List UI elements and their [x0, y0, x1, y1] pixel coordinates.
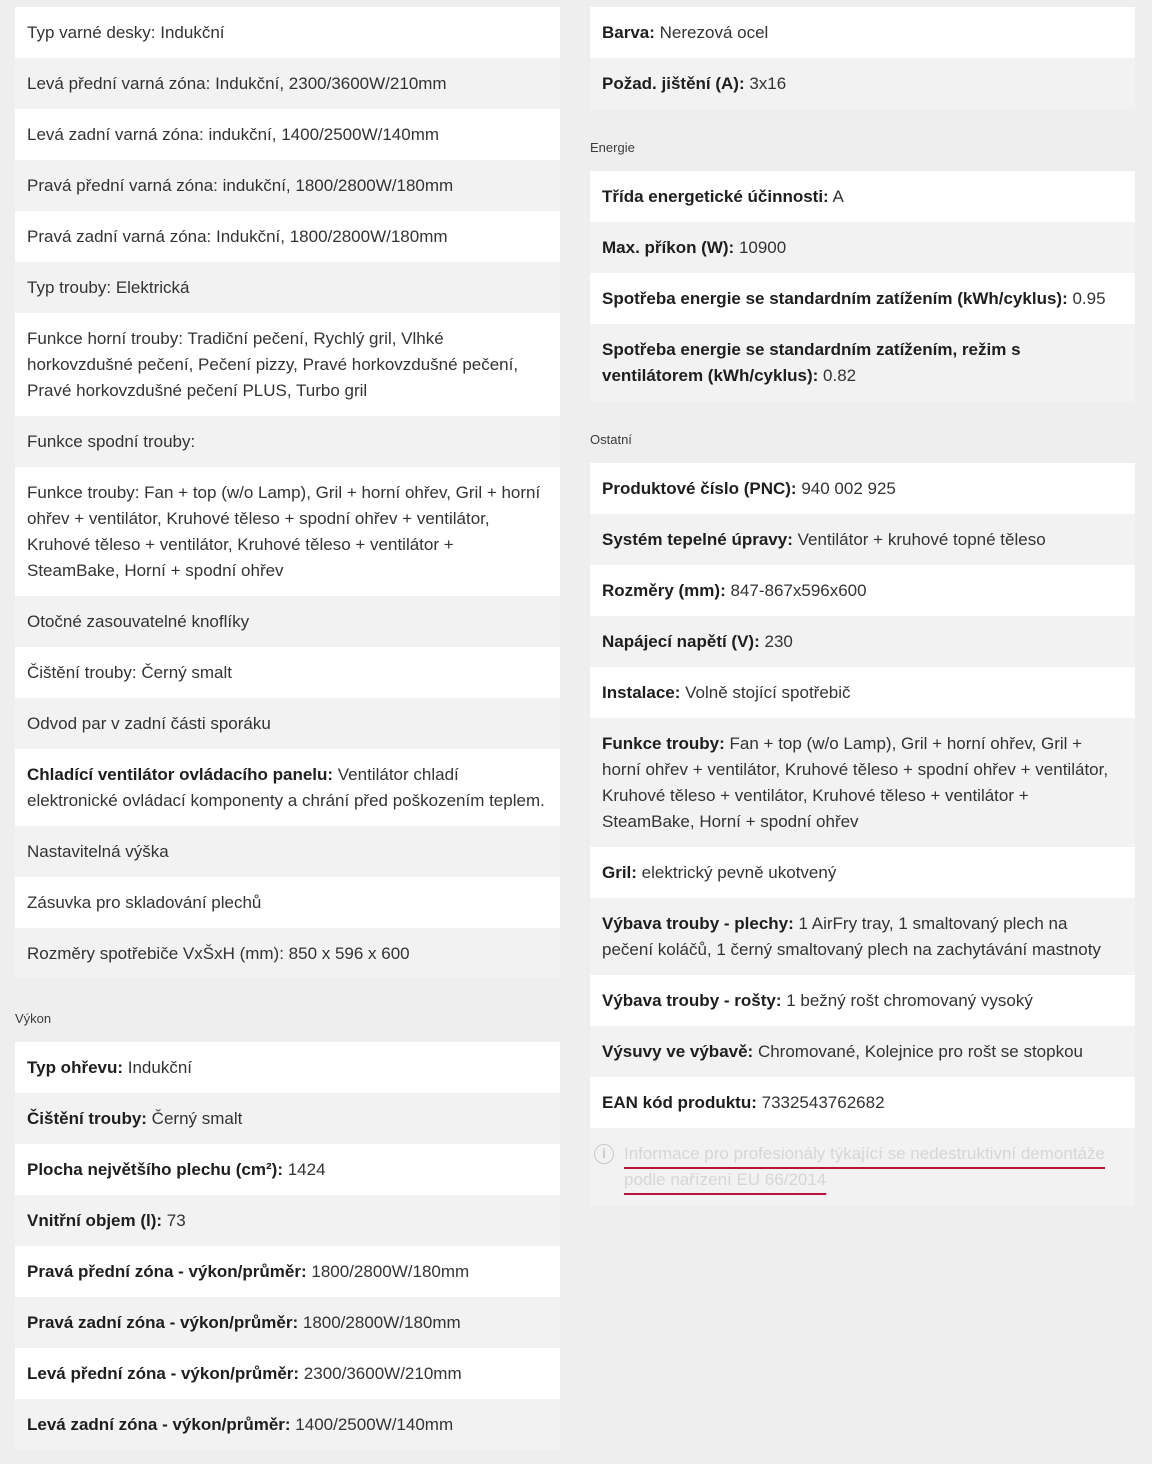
- spec-text: Typ varné desky: Indukční: [27, 23, 225, 42]
- feature-row: [15, 928, 560, 979]
- spec-text: Odvod par v zadní části sporáku: [27, 714, 271, 733]
- spec-label: Pravá zadní zóna - výkon/průměr:: [27, 1313, 299, 1332]
- spec-label: Produktové číslo (PNC):: [602, 479, 797, 498]
- spec-value: 1 bežný rošt chromovaný vysoký: [781, 991, 1033, 1010]
- performance-row: [15, 1246, 560, 1297]
- spec-label: Gril:: [602, 863, 637, 882]
- feature-row: [15, 647, 560, 698]
- spec-label: Vnitřní objem (l):: [27, 1211, 163, 1230]
- spec-value: 1800/2800W/180mm: [298, 1313, 461, 1332]
- spec-value: 847-867x596x600: [725, 581, 867, 600]
- spec-text: Levá zadní varná zóna: indukční, 1400/2500W/140mm: [27, 125, 440, 144]
- general-row: [590, 58, 1135, 109]
- energy-list: [590, 171, 1135, 401]
- energy-row: [590, 171, 1135, 222]
- spec-label: Čištění trouby:: [27, 1109, 147, 1128]
- spec-label: Instalace:: [602, 683, 681, 702]
- energy-row: [590, 273, 1135, 324]
- spec-value: Ventilátor + kruhové topné těleso: [792, 530, 1046, 549]
- spec-text: Funkce spodní trouby:: [27, 432, 196, 451]
- feature-row: [15, 826, 560, 877]
- spec-text: Zásuvka pro skladování plechů: [27, 893, 262, 912]
- spec-text: Pravá zadní varná zóna: Indukční, 1800/2800W/180mm: [27, 227, 448, 246]
- spec-value: 1400/2500W/140mm: [290, 1415, 454, 1434]
- performance-row: [15, 1195, 560, 1246]
- spec-value: Indukční: [123, 1058, 193, 1077]
- left-column: [15, 7, 560, 1450]
- spec-label: Napájecí napětí (V):: [602, 632, 760, 651]
- disassembly-info-link[interactable]: Informace pro profesionály týkající se nedestruktivní demontáže podle nařízení EU 66/2014: [624, 1144, 1105, 1189]
- energy-row: [590, 222, 1135, 273]
- performance-row: [15, 1348, 560, 1399]
- feature-row: [15, 596, 560, 647]
- spec-value: 0.95: [1067, 289, 1106, 308]
- other-row: [590, 1077, 1135, 1128]
- spec-label: Levá zadní zóna - výkon/průměr:: [27, 1415, 291, 1434]
- info-box: [590, 1128, 1135, 1206]
- spec-label: Levá přední zóna - výkon/průměr:: [27, 1364, 300, 1383]
- general-row: [590, 7, 1135, 58]
- feature-row: [15, 313, 560, 416]
- feature-row: [15, 416, 560, 467]
- performance-row: [15, 1144, 560, 1195]
- spec-label: Výbava trouby - rošty:: [602, 991, 782, 1010]
- other-row: [590, 514, 1135, 565]
- spec-value: 2300/3600W/210mm: [299, 1364, 462, 1383]
- spec-label: Spotřeba energie se standardním zatížením, režim s ventilátorem (kWh/cyklus):: [602, 340, 1021, 385]
- spec-label: Chladící ventilátor ovládacího panelu:: [27, 765, 334, 784]
- spec-label: Systém tepelné úpravy:: [602, 530, 793, 549]
- spec-text: Pravá přední varná zóna: indukční, 1800/2800W/180mm: [27, 176, 454, 195]
- other-row: [590, 463, 1135, 514]
- spec-value: 230: [759, 632, 793, 651]
- other-row: [590, 898, 1135, 975]
- spec-value: 10900: [734, 238, 787, 257]
- general-list: [590, 7, 1135, 109]
- spec-label: Typ ohřevu:: [27, 1058, 124, 1077]
- spec-text: Levá přední varná zóna: Indukční, 2300/3600W/210mm: [27, 74, 447, 93]
- feature-row: [15, 749, 560, 826]
- spec-label: Max. příkon (W):: [602, 238, 735, 257]
- spec-value: Nerezová ocel: [654, 23, 769, 42]
- spec-label: EAN kód produktu:: [602, 1093, 757, 1112]
- spec-value: Fan + top (w/o Lamp), Gril + horní ohřev, Gril + horní ohřev + ventilátor, Kruhové těleso + spodní ohřev + ventilátor, Kruhové těleso + ventilátor, Kruhové těleso + ventilátor + SteamBake, Horní + spodní ohřev: [602, 734, 1109, 831]
- spec-text: Funkce trouby: Fan + top (w/o Lamp), Gril + horní ohřev, Gril + horní ohřev + ventilátor, Kruhové těleso + spodní ohřev + ventilátor, Kruhové těleso + ventilátor, Kruhové těleso + ventilátor + SteamBake, Horní + spodní ohřev: [27, 483, 541, 580]
- right-column: [590, 7, 1135, 1206]
- spec-label: Výsuvy ve výbavě:: [602, 1042, 754, 1061]
- performance-row: [15, 1042, 560, 1093]
- spec-value: 7332543762682: [756, 1093, 885, 1112]
- spec-value: elektrický pevně ukotvený: [636, 863, 837, 882]
- spec-label: Pravá přední zóna - výkon/průměr:: [27, 1262, 307, 1281]
- spec-label: Třída energetické účinnosti:: [602, 187, 829, 206]
- other-list: [590, 463, 1135, 1128]
- feature-row: [15, 262, 560, 313]
- spec-text: Čištění trouby: Černý smalt: [27, 663, 233, 682]
- performance-row: [15, 1297, 560, 1348]
- spec-value: 73: [162, 1211, 186, 1230]
- spec-text: Rozměry spotřebiče VxŠxH (mm): 850 x 596 x 600: [27, 944, 410, 963]
- spec-value: 0.82: [818, 366, 857, 385]
- spec-value: 1800/2800W/180mm: [306, 1262, 470, 1281]
- info-icon: i: [594, 1144, 614, 1164]
- other-row: [590, 1026, 1135, 1077]
- spec-value: 1424: [283, 1160, 326, 1179]
- spec-label: Funkce trouby:: [602, 734, 725, 753]
- spec-value: Ventilátor chladí elektronické ovládací komponenty a chrání před poškozením teplem.: [27, 765, 545, 810]
- feature-row: [15, 877, 560, 928]
- spec-value: Černý smalt: [146, 1109, 243, 1128]
- feature-row: [15, 467, 560, 596]
- other-row: [590, 667, 1135, 718]
- performance-list: [15, 1042, 560, 1450]
- other-row: [590, 565, 1135, 616]
- spec-text: Nastavitelná výška: [27, 842, 169, 861]
- spec-value: Volně stojící spotřebič: [680, 683, 851, 702]
- spec-value: 940 002 925: [796, 479, 896, 498]
- section-title-vykon: Výkon: [15, 1011, 52, 1026]
- spec-value: Chromované, Kolejnice pro rošt se stopkou: [753, 1042, 1084, 1061]
- spec-label: Požad. jištění (A):: [602, 74, 745, 93]
- other-row: [590, 975, 1135, 1026]
- spec-text: Funkce horní trouby: Tradiční pečení, Rychlý gril, Vlhké horkovzdušné pečení, Pečení pizzy, Pravé horkovzdušné pečení, Pravé horkovzdušné pečení PLUS, Turbo gril: [27, 329, 519, 400]
- feature-row: [15, 109, 560, 160]
- spec-value: 3x16: [744, 74, 787, 93]
- feature-row: [15, 160, 560, 211]
- performance-row: [15, 1399, 560, 1450]
- spec-label: Spotřeba energie se standardním zatížením (kWh/cyklus):: [602, 289, 1068, 308]
- performance-row: [15, 1093, 560, 1144]
- spec-label: Barva:: [602, 23, 655, 42]
- other-row: [590, 616, 1135, 667]
- other-row: [590, 718, 1135, 847]
- feature-row: [15, 7, 560, 58]
- features-list: [15, 7, 560, 979]
- spec-value: A: [828, 187, 844, 206]
- spec-label: Plocha největšího plechu (cm²):: [27, 1160, 283, 1179]
- energy-row: [590, 324, 1135, 401]
- feature-row: [15, 211, 560, 262]
- feature-row: [15, 698, 560, 749]
- section-title-energie: Energie: [590, 140, 635, 155]
- section-title-ostatni: Ostatní: [590, 432, 632, 447]
- spec-label: Výbava trouby - plechy:: [602, 914, 794, 933]
- spec-text: Otočné zasouvatelné knoflíky: [27, 612, 250, 631]
- spec-text: Typ trouby: Elektrická: [27, 278, 190, 297]
- spec-label: Rozměry (mm):: [602, 581, 726, 600]
- spec-value: 1 AirFry tray, 1 smaltovaný plech na pečení koláčů, 1 černý smaltovaný plech na zachytávání mastnoty: [602, 914, 1101, 959]
- feature-row: [15, 58, 560, 109]
- other-row: [590, 847, 1135, 898]
